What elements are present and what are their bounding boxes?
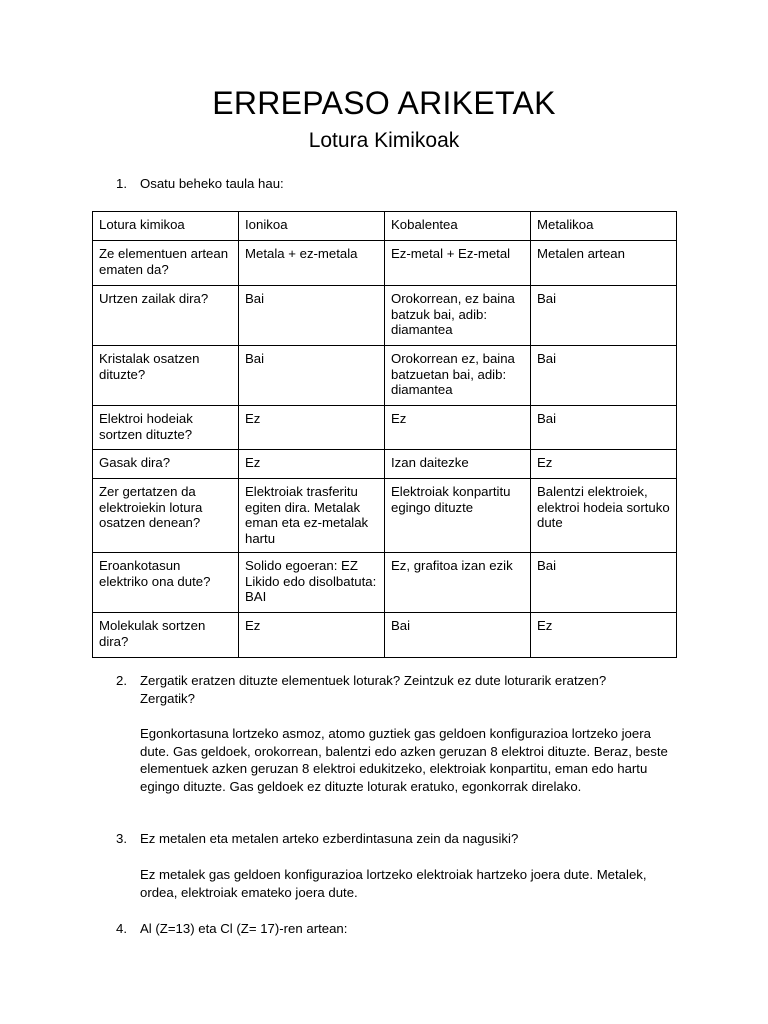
table-cell: Metala + ez-metala [239,241,385,286]
question-number: 3. [116,831,127,846]
table-cell: Molekulak sortzen dira? [93,613,239,658]
question-text: Zergatik eratzen dituzte elementuek loturak? Zeintzuk ez dute loturarik eratzen? Zergatik? [140,673,607,706]
table-cell: Zer gertatzen da elektroiekin lotura osatzen denean? [93,479,239,553]
table-cell: Izan daitezke [385,450,531,479]
table-cell: Eroankotasun elektriko ona dute? [93,553,239,613]
table-cell: Bai [239,346,385,406]
table-cell: Solido egoeran: EZ Likido edo disolbatuta: BAI [239,553,385,613]
table-header-row [93,212,677,241]
table-row [93,613,677,658]
table-row [93,286,677,346]
table-row [93,553,677,613]
question-text: Osatu beheko taula hau: [140,176,284,191]
header-cell: Metalikoa [531,212,677,241]
answer-3: Ez metalek gas geldoen konfigurazioa lortzeko elektroiak hartzeko joera dute. Metalek, ordea, elektroiak emateko joera dute. [140,867,647,900]
table-cell: Ze elementuen artean ematen da? [93,241,239,286]
table-row [93,346,677,406]
table-cell: Ez, grafitoa izan ezik [385,553,531,613]
table-cell: Elektroi hodeiak sortzen dituzte? [93,406,239,450]
question-text: Al (Z=13) eta Cl (Z= 17)-ren artean: [140,921,348,936]
table-cell: Bai [385,613,531,658]
table-cell: Kristalak osatzen dituzte? [93,346,239,406]
table-cell: Ez [239,450,385,479]
table-cell: Ez [239,406,385,450]
table-row [93,241,677,286]
table-cell: Urtzen zailak dira? [93,286,239,346]
table-cell: Bai [239,286,385,346]
table-cell: Balentzi elektroiek, elektroi hodeia sortuko dute [531,479,677,553]
table-cell: Orokorrean, ez baina batzuk bai, adib: diamantea [385,286,531,346]
question-text: Ez metalen eta metalen arteko ezberdintasuna zein da nagusiki? [140,831,519,846]
table-row [93,406,677,450]
header-cell: Ionikoa [239,212,385,241]
table-cell: Elektroiak konpartitu egingo dituzte [385,479,531,553]
question-number: 1. [116,176,127,191]
page-subtitle: Lotura Kimikoak [308,129,460,152]
table-cell: Ez [239,613,385,658]
table-cell: Bai [531,346,677,406]
bonds-table [92,211,677,658]
table-row [93,450,677,479]
question-number: 2. [116,673,127,688]
table-cell: Gasak dira? [93,450,239,479]
question-number: 4. [116,921,127,936]
table-cell: Orokorrean ez, baina batzuetan bai, adib: diamantea [385,346,531,406]
table-cell: Bai [531,406,677,450]
page-title: ERREPASO ARIKETAK [212,85,556,121]
table-cell: Metalen artean [531,241,677,286]
header-cell: Lotura kimikoa [93,212,239,241]
table-cell: Ez-metal + Ez-metal [385,241,531,286]
table-cell: Bai [531,553,677,613]
table-cell: Ez [531,450,677,479]
table-cell: Elektroiak trasferitu egiten dira. Metalak eman eta ez-metalak hartu [239,479,385,553]
answer-2: Egonkortasuna lortzeko asmoz, atomo guztiek gas geldoen konfigurazioa lortzeko joera dute. Gas geldoek, orokorrean, balentzi edo azken geruzan 8 elektroi dituzte. Beraz, beste elementuek azken geruzan 8 elektroi edukitzeko, elektroiak konpartitu, eman edo hartu egingo dituzte. Gas geldoek ez dituzte loturak eratuko, egonkorrak direlako. [140,726,668,794]
table-cell: Ez [531,613,677,658]
table-cell: Bai [531,286,677,346]
table-cell: Ez [385,406,531,450]
table-row [93,479,677,553]
header-cell: Kobalentea [385,212,531,241]
